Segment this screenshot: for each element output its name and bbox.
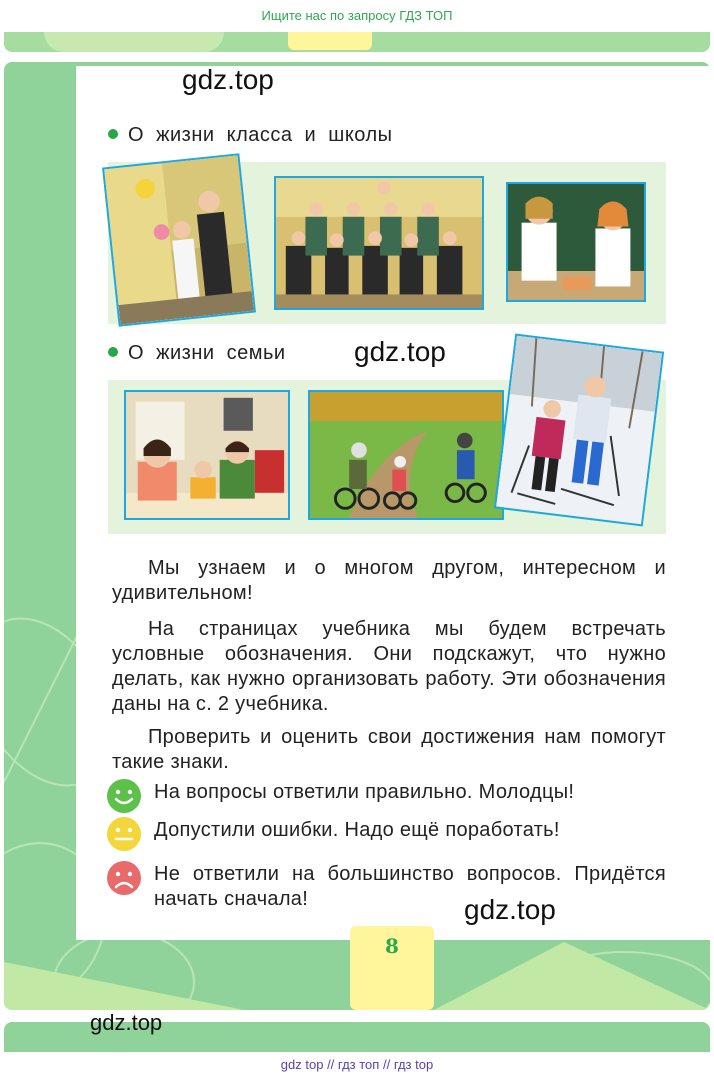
footer-separator: // <box>327 1057 335 1072</box>
footer-separator: // <box>382 1057 391 1072</box>
page-content <box>76 66 710 940</box>
page-number-tab <box>350 926 434 1010</box>
footer-links <box>0 1052 714 1082</box>
paragraph-symbols: На страницах учебника мы будем встречать условные обозначения. Они подскажут, что нужно делать, как нужно организовать работу. Эти обозначения даны на с. 2 учебника. <box>112 618 666 715</box>
previous-page-edge <box>4 32 710 52</box>
watermark: gdz.top <box>354 336 446 367</box>
page-number: 8 <box>385 934 399 958</box>
footer-link[interactable]: гдз top <box>393 1057 434 1072</box>
sign-text-correct: На вопросы ответили правильно. Молодцы! <box>154 781 575 803</box>
sad-face-icon <box>106 860 142 896</box>
search-banner <box>0 0 714 32</box>
happy-face-icon <box>106 778 142 814</box>
textbook-page <box>4 62 710 1010</box>
photo-family-skiing <box>494 334 664 527</box>
footer-link[interactable]: гдз топ <box>337 1057 380 1072</box>
bullet-icon <box>108 129 118 139</box>
sign-row-mistakes <box>106 816 676 852</box>
sign-text-failed: Не ответили на большинство вопросов. Придётся начать сначала! <box>154 863 666 910</box>
paragraph-signs: Проверить и оценить свои достижения нам помогут такие знаки. <box>112 726 666 773</box>
bullet-icon <box>108 347 118 357</box>
banner-text: Ищите нас по запросу ГДЗ ТОП <box>261 8 453 23</box>
watermark: gdz.top <box>182 64 274 95</box>
footer-link[interactable]: gdz top <box>280 1057 324 1072</box>
photo-graduation <box>102 153 256 327</box>
photo-class <box>274 176 484 310</box>
section-heading-family: О жизни семьи <box>108 342 286 365</box>
watermark: gdz.top <box>464 894 556 925</box>
paragraph-intro: Мы узнаем и о многом другом, интересном и удивительном! <box>112 557 666 604</box>
photo-classroom <box>506 182 646 302</box>
sign-row-correct <box>106 778 676 814</box>
photo-family-meal <box>124 390 290 520</box>
watermark: gdz.top <box>90 1010 163 1035</box>
photo-family-cycling <box>308 390 504 520</box>
section-heading-school: О жизни класса и школы <box>108 124 393 147</box>
sign-row-failed <box>106 860 676 916</box>
sign-text-mistakes: Допустили ошибки. Надо ещё поработать! <box>154 819 560 841</box>
neutral-face-icon <box>106 816 142 852</box>
